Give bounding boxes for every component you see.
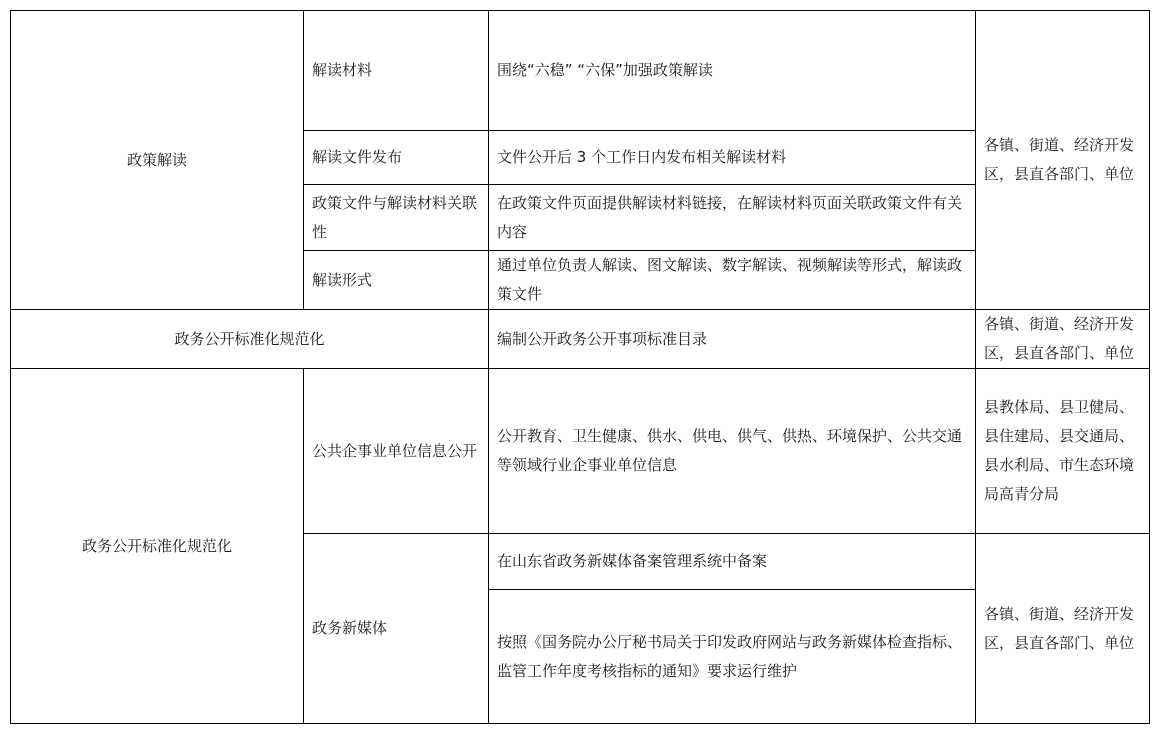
requirement-cell: 在政策文件页面提供解读材料链接，在解读材料页面关联政策文件有关内容 xyxy=(489,185,976,251)
responsible-cell: 县教体局、县卫健局、县住建局、县交通局、县水利局、市生态环境局高青分局 xyxy=(976,369,1150,534)
category-cell: 政务公开标准化规范化 xyxy=(11,310,489,369)
category-cell: 政策解读 xyxy=(11,11,304,310)
requirement-cell: 在山东省政务新媒体备案管理系统中备案 xyxy=(489,534,976,590)
item-cell: 解读文件发布 xyxy=(304,131,489,185)
requirement-cell: 按照《国务院办公厅秘书局关于印发政府网站与政务新媒体检查指标、监管工作年度考核指标的通知》要求运行维护 xyxy=(489,590,976,724)
requirement-cell: 公开教育、卫生健康、供水、供电、供气、供热、环境保护、公共交通等领域行业企事业单位信息 xyxy=(489,369,976,534)
item-cell: 解读材料 xyxy=(304,11,489,131)
responsible-cell: 各镇、街道、经济开发区，县直各部门、单位 xyxy=(976,310,1150,369)
table-row xyxy=(11,11,1150,131)
responsible-cell: 各镇、街道、经济开发区，县直各部门、单位 xyxy=(976,11,1150,310)
requirement-cell: 编制公开政务公开事项标准目录 xyxy=(489,310,976,369)
item-cell: 解读形式 xyxy=(304,251,489,310)
category-cell: 政务公开标准化规范化 xyxy=(11,369,304,724)
requirement-cell: 文件公开后 3 个工作日内发布相关解读材料 xyxy=(489,131,976,185)
requirement-cell: 围绕“六稳” “六保”加强政策解读 xyxy=(489,11,976,131)
table-row xyxy=(11,369,1150,534)
responsible-cell: 各镇、街道、经济开发区，县直各部门、单位 xyxy=(976,534,1150,724)
table-row xyxy=(11,310,1150,369)
item-cell: 公共企事业单位信息公开 xyxy=(304,369,489,534)
requirement-cell: 通过单位负责人解读、图文解读、数字解读、视频解读等形式，解读政策文件 xyxy=(489,251,976,310)
policy-task-table xyxy=(10,10,1150,724)
item-cell: 政务新媒体 xyxy=(304,534,489,724)
item-cell: 政策文件与解读材料关联性 xyxy=(304,185,489,251)
